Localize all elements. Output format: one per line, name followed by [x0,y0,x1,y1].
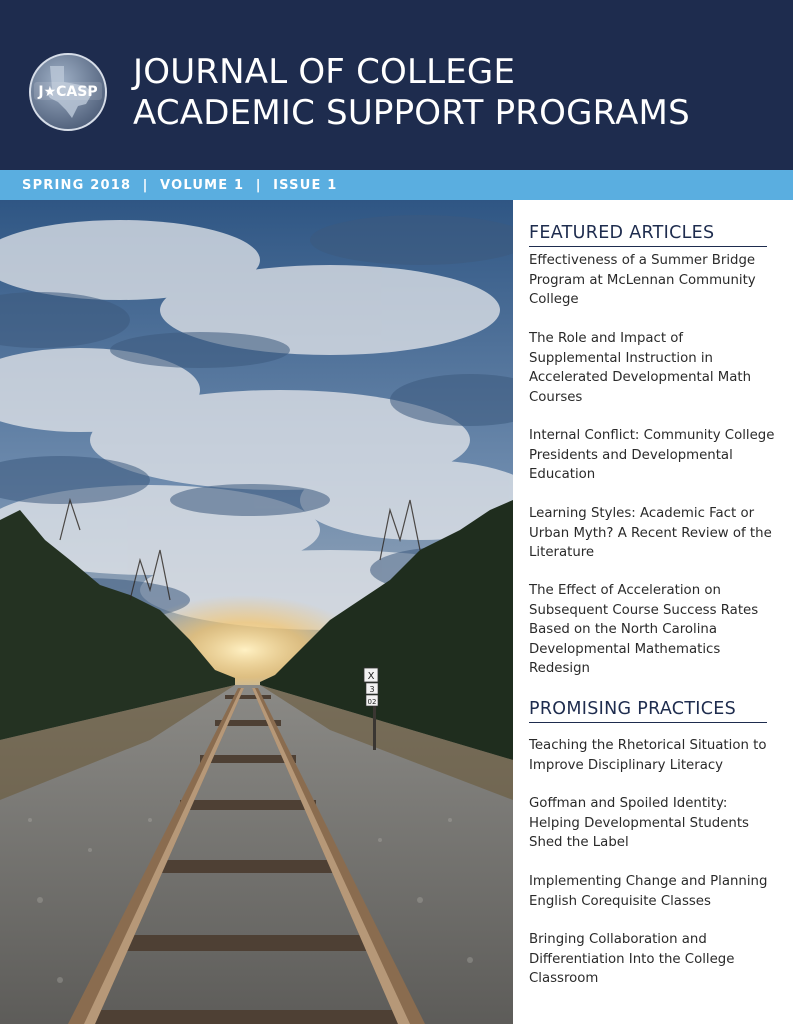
sign-number-2: 02 [367,698,377,706]
journal-title [133,52,783,134]
jcasp-logo [28,52,108,132]
featured-article-3[interactable]: Internal Conflict: Community College Presidents and Developmental Education [529,428,775,483]
journal-title-line-2: ACADEMIC SUPPORT PROGRAMS [133,93,690,133]
journal-header [0,0,793,170]
practice-article-1[interactable]: Teaching the Rhetorical Situation to Improve Disciplinary Literacy [529,738,767,773]
sign-number-1: 3 [369,685,375,694]
issue-bar [0,170,793,200]
cover-photo-railroad [0,200,513,1024]
texas-star-logo-icon [28,52,108,132]
table-of-contents [513,200,793,1024]
journal-title-line-1: JOURNAL OF COLLEGE [133,52,516,92]
featured-article-2[interactable]: The Role and Impact of Supplemental Instruction in Accelerated Developmental Math Courses [529,331,752,405]
featured-article-4[interactable]: Learning Styles: Academic Fact or Urban Myth? A Recent Review of the Literature [529,506,772,561]
featured-article-5[interactable]: The Effect of Acceleration on Subsequent Course Success Rates Based on the North Carolina Developmental Mathematics Redesign [529,583,759,677]
practice-article-3[interactable]: Implementing Change and Planning English Corequisite Classes [529,874,768,909]
practice-article-2[interactable]: Goffman and Spoiled Identity: Helping Developmental Students Shed the Label [529,796,749,851]
promising-practices-heading: PROMISING PRACTICES [529,698,767,723]
railroad-sunset-illustration [0,200,513,1024]
svg-text:J★CASP: J★CASP [38,84,98,100]
featured-article-1[interactable]: Effectiveness of a Summer Bridge Program at McLennan Community College [529,253,756,308]
featured-articles-heading: FEATURED ARTICLES [529,222,767,247]
issue-info: SPRING 2018 | VOLUME 1 | ISSUE 1 [22,178,338,193]
sign-letter: X [367,671,375,682]
practice-article-4[interactable]: Bringing Collaboration and Differentiation Into the College Classroom [529,932,735,987]
